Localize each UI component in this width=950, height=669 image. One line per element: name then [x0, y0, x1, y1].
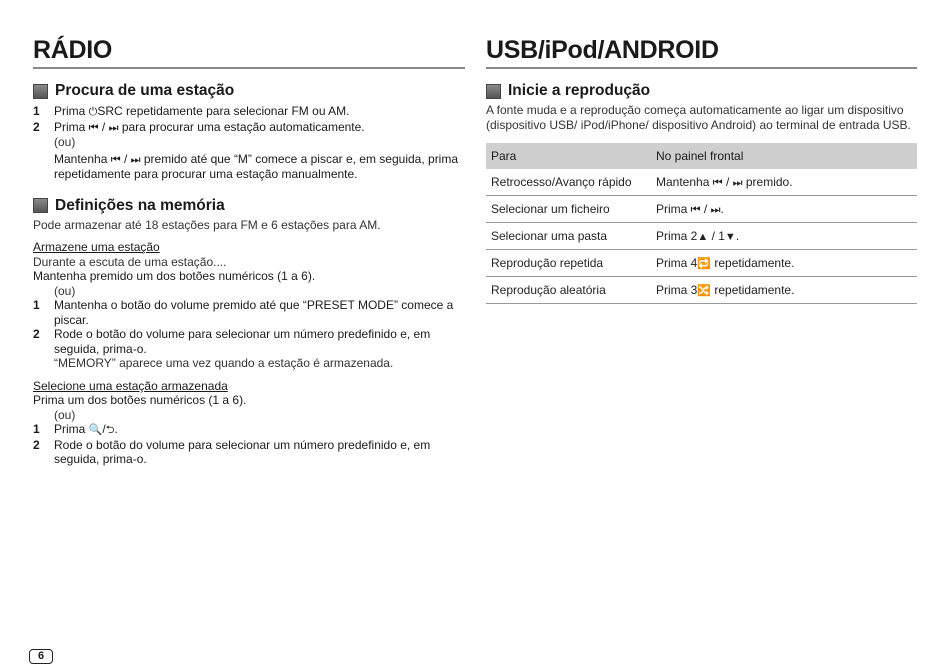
start-playback-section [486, 81, 917, 132]
memory-intro: Pode armazenar até 18 estações para FM e 6 estações para AM. [33, 217, 381, 232]
previous-track-icon: ⏮ [88, 121, 99, 134]
section-square-icon [33, 84, 48, 99]
memory-section [33, 196, 465, 467]
select-station-subtitle: Selecione uma estação armazenada [33, 378, 228, 393]
table-header-panel: No painel frontal [651, 143, 917, 169]
memory-heading: Definições na memória [33, 196, 465, 216]
next-track-icon: ⏭ [732, 176, 743, 189]
table-row: Selecionar um ficheiro Prima ⏮ / ⏭. [486, 196, 917, 223]
start-playback-heading: Inicie a reprodução [486, 81, 917, 101]
manual-search-text: Mantenha ⏮ / ⏭ premido até que “M” comece a piscar e, em seguida, prima repetidamente para procurar uma estação manualmente. [54, 151, 459, 181]
or-text: (ou) [54, 407, 76, 422]
or-text: (ou) [54, 283, 76, 298]
table-header-row [486, 143, 917, 169]
page-number: 6 [29, 649, 53, 664]
previous-track-icon: ⏮ [110, 153, 121, 166]
store-during-text: Durante a escuta de uma estação.... [33, 254, 227, 269]
up-arrow-icon: ▲ [697, 231, 709, 243]
radio-column [33, 34, 465, 467]
controls-table [486, 143, 917, 304]
store-station-subtitle: Armazene uma estação [33, 240, 160, 254]
playback-intro: A fonte muda e a reprodução começa automaticamente ao ligar um dispositivo (dispositivo USB/ iPod/iPhone/ dispositivo Android) ao terminal de entrada USB. [486, 103, 911, 132]
table-row: Retrocesso/Avanço rápido Mantenha ⏮ / ⏭ premido. [486, 169, 917, 196]
search-station-heading: Procura de uma estação [33, 81, 465, 101]
table-row: Reprodução aleatória Prima 3🔀 repetidamente. [486, 277, 917, 304]
search-station-section [33, 81, 465, 182]
table-row: Selecionar uma pasta Prima 2▲ / 1▼. [486, 223, 917, 250]
next-track-icon: ⏭ [130, 153, 141, 166]
usb-column [486, 34, 917, 304]
select-press-text: Prima um dos botões numéricos (1 a 6). [33, 393, 247, 407]
memory-note: “MEMORY” aparece uma vez quando a estação é armazenada. [54, 356, 394, 370]
table-header-action: Para [486, 143, 651, 169]
next-track-icon: ⏭ [710, 203, 721, 216]
search-step-1: 1 Prima ⏻SRC repetidamente para selecionar FM ou AM. [33, 104, 350, 118]
repeat-icon: 🔁 [697, 258, 712, 270]
previous-track-icon: ⏮ [690, 203, 701, 216]
section-square-icon [33, 198, 48, 213]
usb-title: USB/iPod/ANDROID [486, 34, 917, 69]
search-icon: 🔍 [88, 424, 103, 436]
store-step-1: 1 Mantenha o botão do volume premido até que “PRESET MODE” comece a piscar. [33, 298, 454, 327]
shuffle-icon: 🔀 [697, 285, 712, 297]
store-hold-text: Mantenha premido um dos botões numéricos (1 a 6). [33, 269, 316, 283]
radio-title: RÁDIO [33, 34, 465, 69]
select-step-2: 2 Rode o botão do volume para selecionar um número predefinido e, em seguida, prima-o. [33, 437, 431, 466]
section-square-icon [486, 84, 501, 99]
table-row: Reprodução repetida Prima 4🔁 repetidamente. [486, 250, 917, 277]
back-icon: ⮌ [105, 424, 115, 436]
search-step-2: 2 Prima ⏮ / ⏭ para procurar uma estação automaticamente. [33, 119, 365, 134]
power-icon: ⏻ [88, 106, 98, 118]
or-text: (ou) [54, 135, 76, 149]
select-step-1: 1 Prima 🔍/⮌. [33, 422, 118, 436]
previous-track-icon: ⏮ [712, 176, 723, 189]
store-step-2: 2 Rode o botão do volume para selecionar um número predefinido e, em seguida, prima-o. [33, 327, 431, 356]
down-arrow-icon: ▼ [724, 231, 736, 243]
next-track-icon: ⏭ [108, 121, 119, 134]
